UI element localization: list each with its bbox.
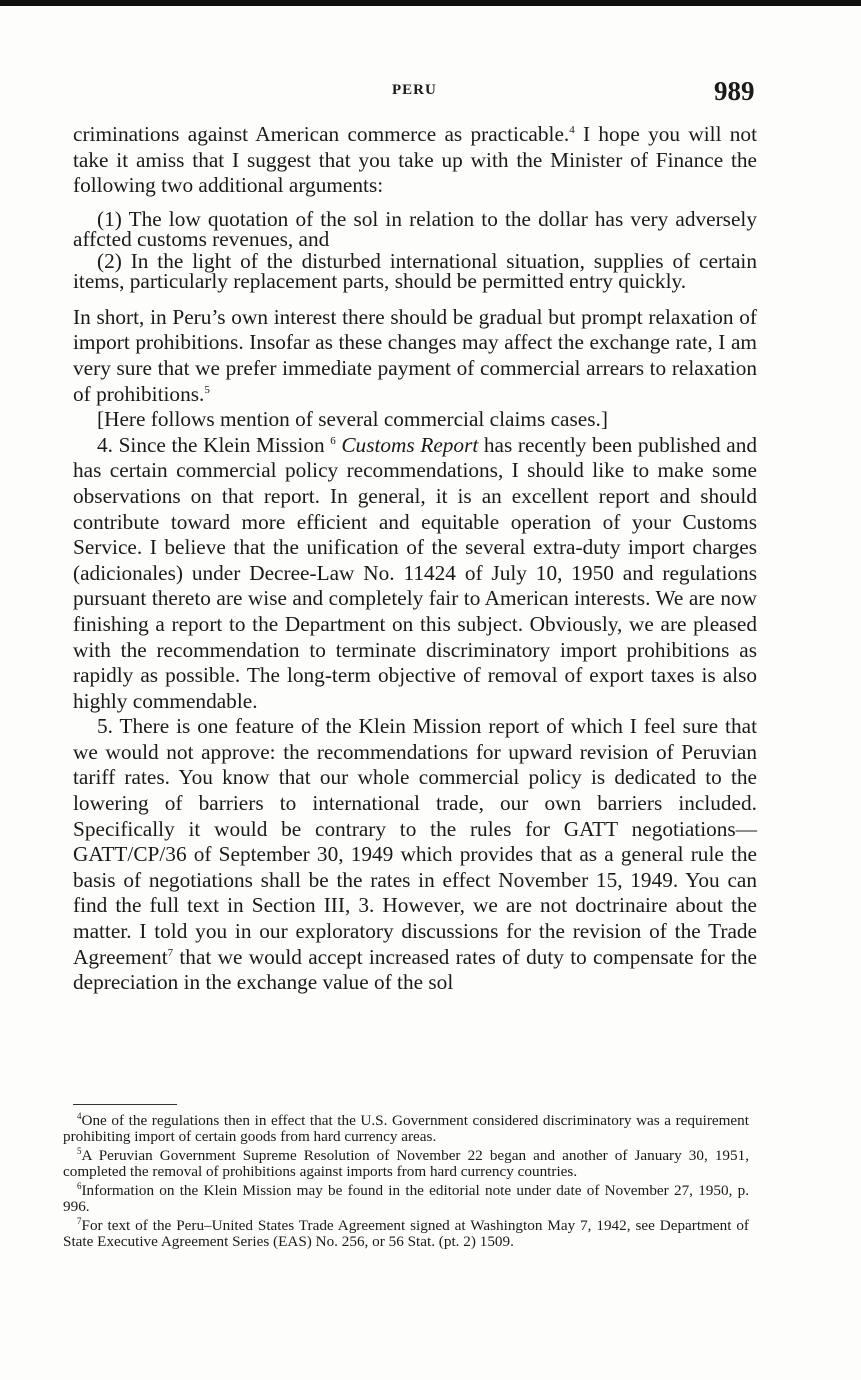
footnote-mark: 6 xyxy=(77,1180,82,1191)
page-number: 989 xyxy=(714,76,755,106)
paragraph-relaxation xyxy=(73,305,757,407)
paragraph-4 xyxy=(73,433,757,715)
footnote-mark: 4 xyxy=(77,1110,82,1121)
footnote-6 xyxy=(63,1180,749,1215)
body-text xyxy=(73,122,757,996)
footnote-text: One of the regulations then in effect that the U.S. Government considered discriminatory was a requirement prohibiting import of certain goods from hard currency areas. xyxy=(63,1112,749,1145)
paragraph-5 xyxy=(73,714,757,996)
p1-text: criminations against American commerce as practicable. xyxy=(73,122,570,146)
running-head-title: PERU xyxy=(392,82,437,98)
argument-item-2: (2) In the light of the disturbed international situation, supplies of certain items, particularly replacement parts, should be permitted entry quickly. xyxy=(73,248,757,293)
footnote-text: For text of the Peru–United States Trade Agreement signed at Washington May 7, 1942, see Department of State Executive Agreement Series (EAS) No. 256, or 56 Stat. (pt. 2) 1509. xyxy=(63,1217,749,1250)
argument-item-1: (1) The low quotation of the sol in relation to the dollar has very adversely affcted customs revenues, and xyxy=(73,206,757,251)
footnotes xyxy=(63,1110,749,1253)
footnote-mark: 5 xyxy=(77,1145,82,1156)
footnote-ref-7: 7 xyxy=(167,946,174,959)
p2-text: In short, in Peru’s own interest there should be gradual but prompt relaxation of import prohibitions. Insofar as these changes may affect the exchange rate, I am very sure that we prefer immediate payment of commercial arrears to relaxation of prohibitions. xyxy=(73,304,757,406)
argument-list xyxy=(73,206,757,293)
footnote-ref-5: 5 xyxy=(204,383,210,396)
paragraph-continuation xyxy=(73,122,757,199)
footnote-mark: 7 xyxy=(77,1215,82,1226)
p4-text-a: 4. Since the Klein Mission xyxy=(97,432,331,457)
top-border xyxy=(0,0,861,6)
footnote-text: A Peruvian Government Supreme Resolution of November 22 began and another of January 30, 1951, completed the removal of prohibitions against imports from hard currency countries. xyxy=(63,1147,749,1180)
p1-rest-text: I hope you will not take it amiss that I suggest that you take up with the Minister of Finance the following two additional arguments: xyxy=(73,122,757,198)
footnote-7 xyxy=(63,1215,749,1250)
customs-report-title: Customs Report xyxy=(335,432,479,457)
footnote-divider xyxy=(73,1104,177,1105)
footnote-text: Information on the Klein Mission may be found in the editorial note under date of November 27, 1950, p. 996. xyxy=(63,1182,749,1215)
running-head xyxy=(0,78,861,108)
p5-text-a: 5. There is one feature of the Klein Mission report of which I feel sure that we would not approve: the recommendations for upward revision of Peruvian tariff rates. You know that our whole commercial policy is dedicated to the lowering of barriers to international trade, our own barriers included. Specifically it would be contrary to the rules for GATT negotiations—GATT/CP/36 of September 30, 1949 which provides that as a general rule the basis of negotiations shall be the rates in effect November 15, 1949. You can find the full text in Section III, 3. However, we are not doctrinaire about the matter. I told you in our exploratory discussions for the revision of the Trade Agreement xyxy=(73,714,757,969)
p5-text-b: that we would accept increased rates of duty to compensate for the depreciation in the exchange value of the sol xyxy=(73,944,757,995)
p4-text-b: has recently been published and has certain commercial policy recommendations, I should like to make some observations on that report. In general, it is an excellent report and should contribute toward more efficient and equitable operation of your Customs Service. I believe that the unification of the several extra-duty import charges (adicionales) under Decree-Law No. 11424 of July 10, 1950 and regulations pursuant thereto are wise and completely fair to American interests. We are now finishing a report to the Department on this subject. Obviously, we are pleased with the recommendation to terminate discriminatory import prohibitions as rapidly as possible. The long-term objective of removal of export taxes is also highly commendable. xyxy=(73,432,757,713)
footnote-4 xyxy=(63,1110,749,1145)
footnote-ref-4: 4 xyxy=(569,123,575,136)
footnote-ref-6: 6 xyxy=(330,434,336,447)
editorial-note: [Here follows mention of several commercial claims cases.] xyxy=(97,407,608,432)
footnote-5 xyxy=(63,1145,749,1180)
